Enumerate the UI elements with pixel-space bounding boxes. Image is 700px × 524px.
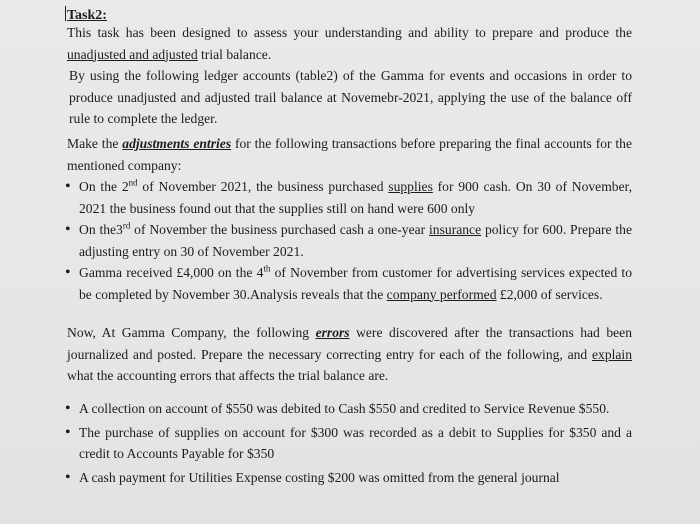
intro-paragraph-1: This task has been designed to assess your understanding and ability to prepare and produce the unadjusted and adjusted trial balance. xyxy=(67,25,632,62)
errors-lead: Now, At Gamma Company, the following errors were discovered after the transactions had been journalized and posted. Prepare the necessary correcting entry for each of the following, and explain what the accounting errors that affects the trial balance are. xyxy=(67,325,632,383)
list-item: • The purchase of supplies on account for $300 was recorded as a debit to Supplies for $350 and a credit to Accounts Payable for $350 xyxy=(67,422,632,465)
task-intro xyxy=(67,22,632,130)
errors-list-wrap xyxy=(67,398,632,488)
list-item: • Gamma received £4,000 on the 4th of November from customer for advertising services expected to be completed by November 30.Analysis reveals that the company performed £2,000 of services. xyxy=(67,262,632,305)
adjustments-section xyxy=(67,133,632,305)
task-title: Task2: xyxy=(67,8,107,23)
errors-section xyxy=(67,322,632,387)
list-item: • On the 2nd of November 2021, the business purchased supplies for 900 cash. On 30 of November, 2021 the business found out that the supplies still on hand were 600 only xyxy=(67,176,632,219)
list-item: • On the3rd of November the business purchased cash a one-year insurance policy for 600. Prepare the adjusting entry on 30 of November 2021. xyxy=(67,219,632,262)
adjustments-lead: Make the adjustments entries for the following transactions before preparing the final accounts for the mentioned company: xyxy=(67,136,632,173)
list-item: • A collection on account of $550 was debited to Cash $550 and credited to Service Revenue $550. xyxy=(67,398,632,420)
errors-list xyxy=(67,398,632,488)
list-item: • A cash payment for Utilities Expense costing $200 was omitted from the general journal xyxy=(67,467,632,489)
text-cursor xyxy=(65,6,66,21)
adjustments-list xyxy=(67,176,632,305)
intro-paragraph-2: By using the following ledger accounts (table2) of the Gamma for events and occasions in order to produce unadjusted and adjusted trail balance at Novemebr-2021, applying the use of the balance off rule to complete the ledger. xyxy=(69,68,632,126)
